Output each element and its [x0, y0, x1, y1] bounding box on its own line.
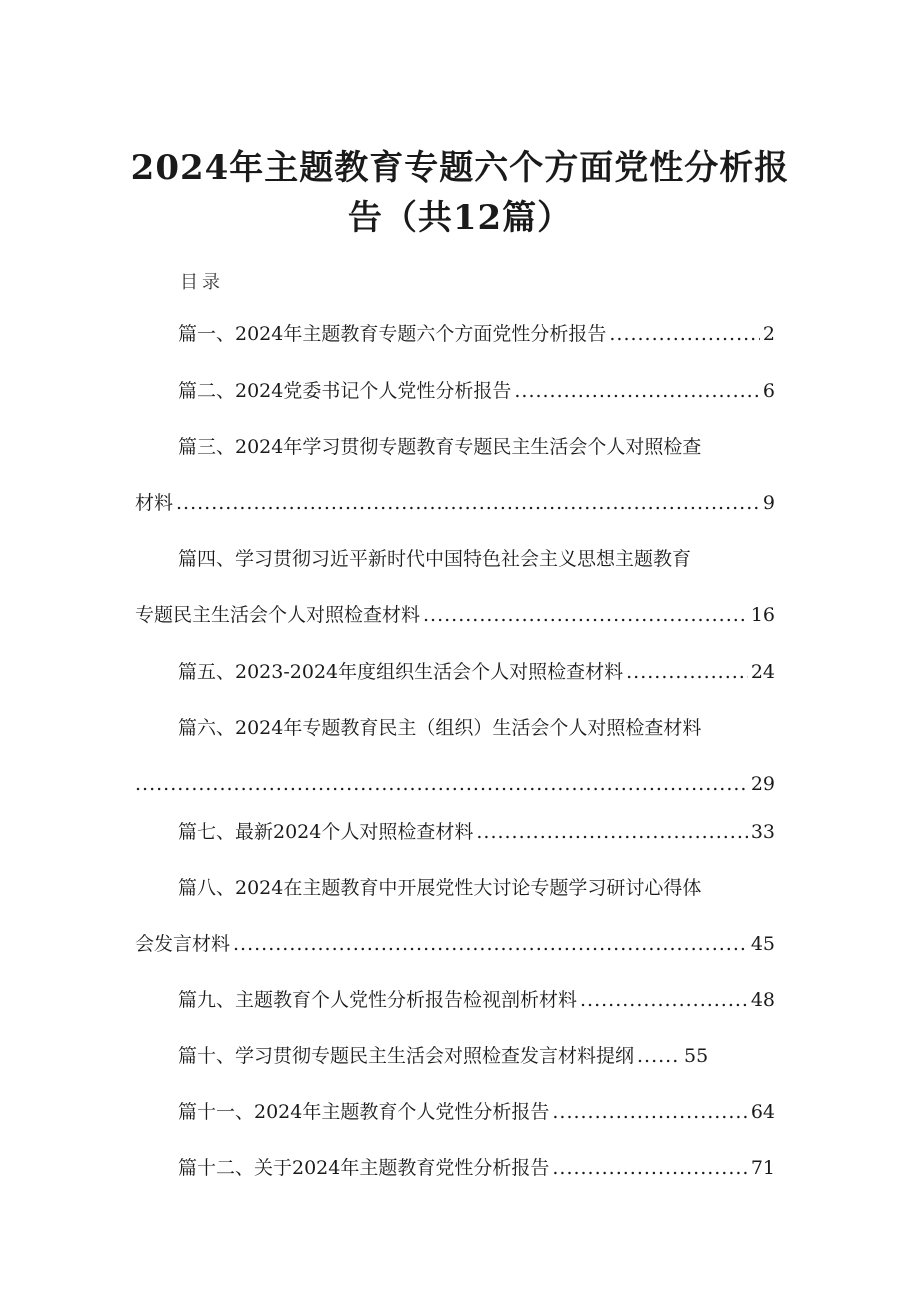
- toc-dot-leader: [514, 377, 760, 405]
- toc-page-number: 9: [762, 492, 775, 514]
- toc-entry-title: 篇五、2023-2024年度组织生活会个人对照检查材料: [178, 661, 624, 683]
- toc-entry-2[interactable]: [135, 377, 775, 405]
- toc-entry-title: 篇六、2024年专题教育民主（组织）生活会个人对照检查材料: [178, 717, 702, 739]
- toc-entry-title: 篇九、主题教育个人党性分析报告检视剖析材料: [178, 989, 578, 1011]
- toc-entry-title-cont: 会发言材料: [135, 933, 231, 955]
- toc-dot-leader: [423, 601, 748, 629]
- toc-page-number: 6: [762, 380, 775, 402]
- toc-entry-title: 篇四、学习贯彻习近平新时代中国特色社会主义思想主题教育: [178, 548, 692, 570]
- toc-dot-leader: [552, 1098, 747, 1126]
- toc-dot-leader: [637, 1042, 681, 1070]
- toc-entry-title-cont: 专题民主生活会个人对照检查材料: [135, 604, 421, 626]
- toc-dot-leader: [552, 1154, 747, 1182]
- toc-entry-11[interactable]: [135, 1098, 775, 1126]
- toc-dot-leader: [626, 658, 748, 686]
- toc-dot-leader: [135, 770, 748, 798]
- toc-entry-1[interactable]: [135, 320, 775, 348]
- toc-entry-title: 篇十二、关于2024年主题教育党性分析报告: [178, 1157, 550, 1179]
- toc-entry-6[interactable]: [135, 714, 775, 798]
- toc-dot-leader: [476, 818, 747, 846]
- toc-heading: 目录: [180, 272, 224, 293]
- toc-page-number: 55: [684, 1045, 709, 1067]
- toc-page-number: 45: [750, 933, 775, 955]
- toc-page-number: 33: [750, 821, 775, 843]
- toc-entry-8[interactable]: [135, 874, 775, 958]
- toc-entry-4[interactable]: [135, 545, 775, 629]
- toc-entry-10[interactable]: [135, 1042, 775, 1070]
- toc-entry-3[interactable]: [135, 433, 775, 517]
- toc-entry-title: 篇三、2024年学习贯彻专题教育专题民主生活会个人对照检查: [178, 436, 702, 458]
- toc-page-number: 64: [750, 1101, 775, 1123]
- toc-page-number: 2: [762, 323, 775, 345]
- toc-entry-title: 篇二、2024党委书记个人党性分析报告: [178, 380, 512, 402]
- toc-page-number: 24: [750, 661, 775, 683]
- toc-page-number: 29: [750, 773, 775, 795]
- toc-entry-7[interactable]: [135, 818, 775, 846]
- toc-dot-leader: [580, 986, 748, 1014]
- toc-entry-title: 篇十一、2024年主题教育个人党性分析报告: [178, 1101, 550, 1123]
- toc-entry-title: 篇七、最新2024个人对照检查材料: [178, 821, 474, 843]
- toc-entry-title-cont: 材料: [135, 492, 174, 514]
- toc-dot-leader: [233, 930, 748, 958]
- toc-entry-9[interactable]: [135, 986, 775, 1014]
- toc-entry-5[interactable]: [135, 658, 775, 686]
- toc-page-number: 71: [750, 1157, 775, 1179]
- toc-page-number: 16: [750, 604, 775, 626]
- toc-dot-leader: [609, 320, 760, 348]
- toc-dot-leader: [176, 489, 760, 517]
- toc-entry-title: 篇十、学习贯彻专题民主生活会对照检查发言材料提纲: [178, 1045, 635, 1067]
- document-title-line-1: 2024年主题教育专题六个方面党性分析报: [130, 148, 790, 188]
- toc-entry-title: 篇八、2024在主题教育中开展党性大讨论专题学习研讨心得体: [178, 877, 702, 899]
- toc-entry-12[interactable]: [135, 1154, 775, 1182]
- toc-page-number: 48: [750, 989, 775, 1011]
- toc-entry-title: 篇一、2024年主题教育专题六个方面党性分析报告: [178, 323, 607, 345]
- document-title-line-2: 告（共12篇）: [347, 198, 573, 238]
